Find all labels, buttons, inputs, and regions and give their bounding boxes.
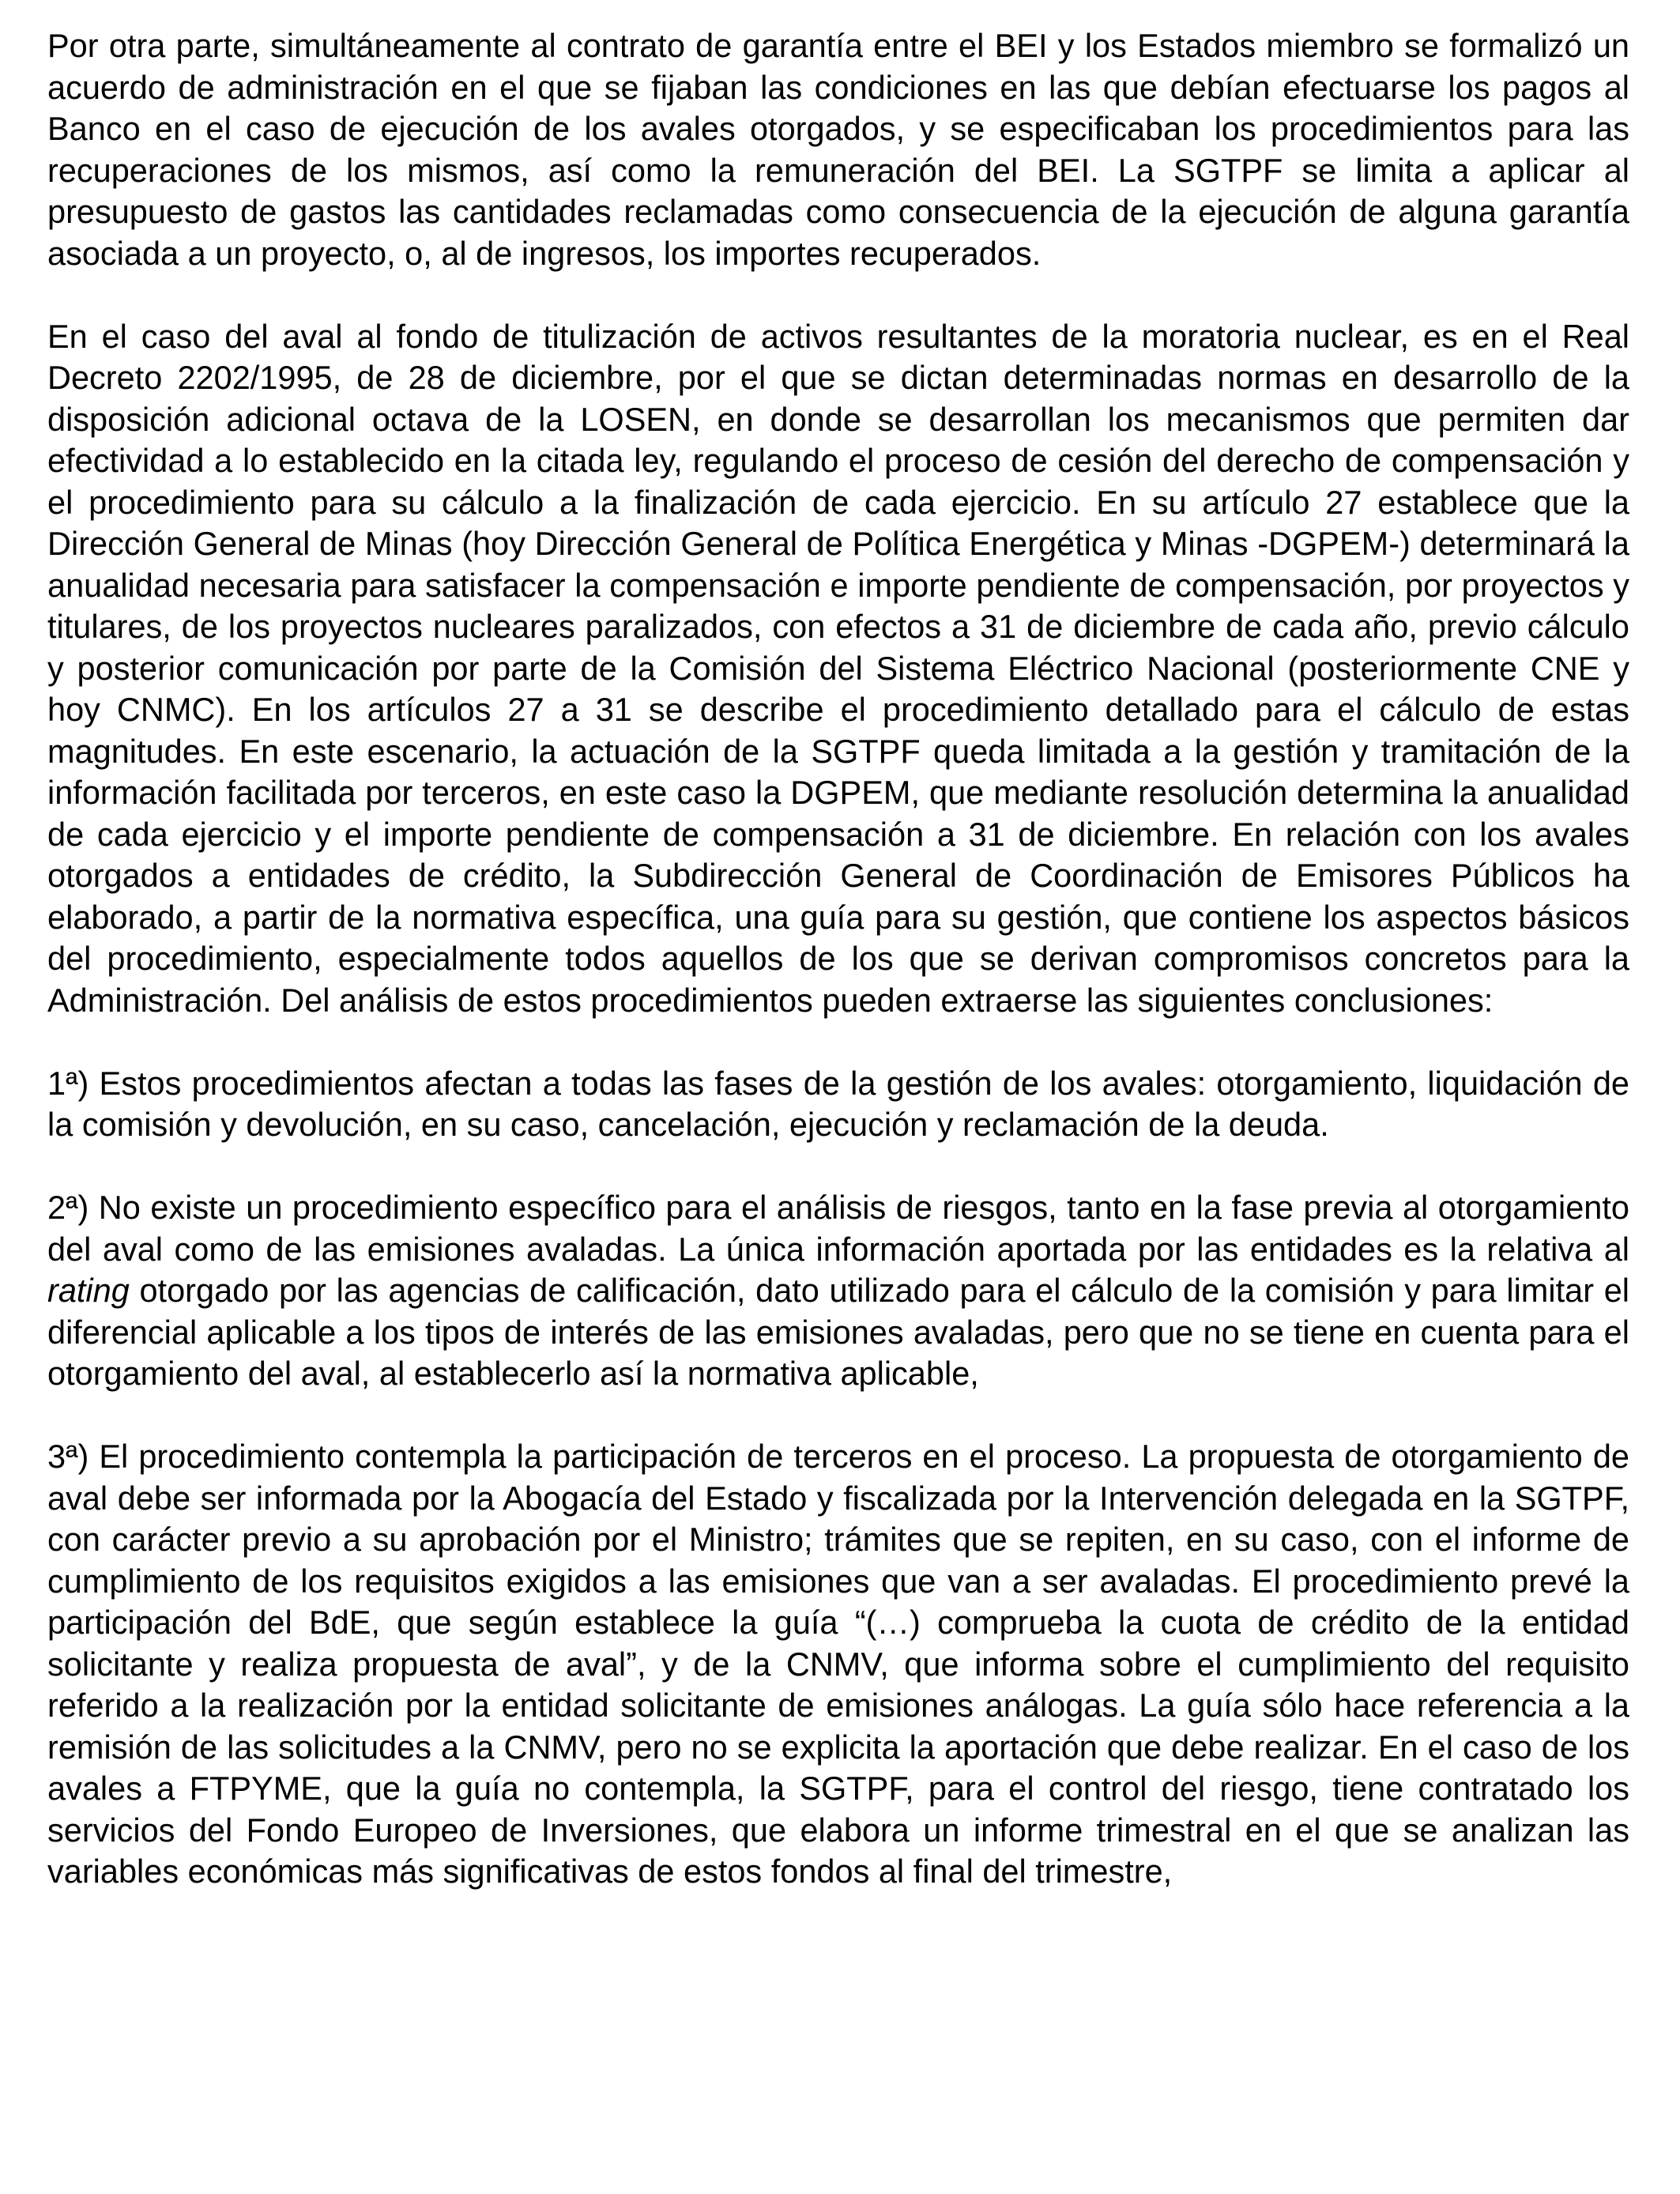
conclusion-2-text-start: 2ª) No existe un procedimiento específico para el análisis de riesgos, tanto en la fase previa al otorgamiento del aval como de las emisiones avaladas. La única información aportada por las entidades es la relativa al [47, 1189, 1629, 1268]
paragraph-conclusion-1: 1ª) Estos procedimientos afectan a todas las fases de la gestión de los avales: otorgamiento, liquidación de la comisión y devolución, en su caso, cancelación, ejecución y reclamación de la deuda. [47, 1064, 1629, 1143]
paragraph-conclusion-3: 3ª) El procedimiento contempla la participación de terceros en el proceso. La propuesta de otorgamiento de aval debe ser informada por la Abogacía del Estado y fiscalizada por la Intervención delegada en la SGTPF, con carácter previo a su aprobación por el Ministro; trámites que se repiten, en su caso, con el informe de cumplimiento de los requisitos exigidos a las emisiones que van a ser avaladas. El procedimiento prevé la participación del BdE, que según establece la guía “(…) comprueba la cuota de crédito de la entidad solicitante y realiza propuesta de aval”, y de la CNMV, que informa sobre el cumplimiento del requisito referido a la realización por la entidad solicitante de emisiones análogas. La guía sólo hace referencia a la remisión de las solicitudes a la CNMV, pero no se explicita la aportación que debe realizar. En el caso de los avales a FTPYME, que la guía no contempla, la SGTPF, para el control del riesgo, tiene contratado los servicios del Fondo Europeo de Inversiones, que elabora un informe trimestral en el que se analizan las variables económicas más significativas de estos fondos al final del trimestre, [47, 1438, 1629, 1890]
conclusion-2-text-end: otorgado por las agencias de calificación, dato utilizado para el cálculo de la comisión y para limitar el diferencial aplicable a los tipos de interés de las emisiones avaladas, pero que no se tiene en cuenta para el otorgamiento del aval, al establecerlo así la normativa aplicable, [47, 1272, 1629, 1392]
paragraph-conclusion-2 [47, 1187, 1629, 1395]
rating-italic-term: rating [47, 1272, 130, 1309]
paragraph-bei-agreement: Por otra parte, simultáneamente al contrato de garantía entre el BEI y los Estados miembro se formalizó un acuerdo de administración en el que se fijaban las condiciones en las que debían efectuarse los pagos al Banco en el caso de ejecución de los avales otorgados, y se especificaban los procedimientos para las recuperaciones de los mismos, así como la remuneración del BEI. La SGTPF se limita a aplicar al presupuesto de gastos las cantidades reclamadas como consecuencia de la ejecución de alguna garantía asociada a un proyecto, o, al de ingresos, los importes recuperados. [47, 27, 1629, 272]
document-page [47, 25, 1629, 1893]
paragraph-moratoria-nuclear: En el caso del aval al fondo de titulización de activos resultantes de la moratoria nuclear, es en el Real Decreto 2202/1995, de 28 de diciembre, por el que se dictan determinadas normas en desarrollo de la disposición adicional octava de la LOSEN, en donde se desarrollan los mecanismos que permiten dar efectividad a lo establecido en la citada ley, regulando el proceso de cesión del derecho de compensación y el procedimiento para su cálculo a la finalización de cada ejercicio. En su artículo 27 establece que la Dirección General de Minas (hoy Dirección General de Política Energética y Minas -DGPEM-) determinará la anualidad necesaria para satisfacer la compensación e importe pendiente de compensación, por proyectos y titulares, de los proyectos nucleares paralizados, con efectos a 31 de diciembre de cada año, previo cálculo y posterior comunicación por parte de la Comisión del Sistema Eléctrico Nacional (posteriormente CNE y hoy CNMC). En los artículos 27 a 31 se describe el procedimiento detallado para el cálculo de estas magnitudes. En este escenario, la actuación de la SGTPF queda limitada a la gestión y tramitación de la información facilitada por terceros, en este caso la DGPEM, que mediante resolución determina la anualidad de cada ejercicio y el importe pendiente de compensación a 31 de diciembre. En relación con los avales otorgados a entidades de crédito, la Subdirección General de Coordinación de Emisores Públicos ha elaborado, a partir de la normativa específica, una guía para su gestión, que contiene los aspectos básicos del procedimiento, especialmente todos aquellos de los que se derivan compromisos concretos para la Administración. Del análisis de estos procedimientos pueden extraerse las siguientes conclusiones: [47, 317, 1629, 1019]
